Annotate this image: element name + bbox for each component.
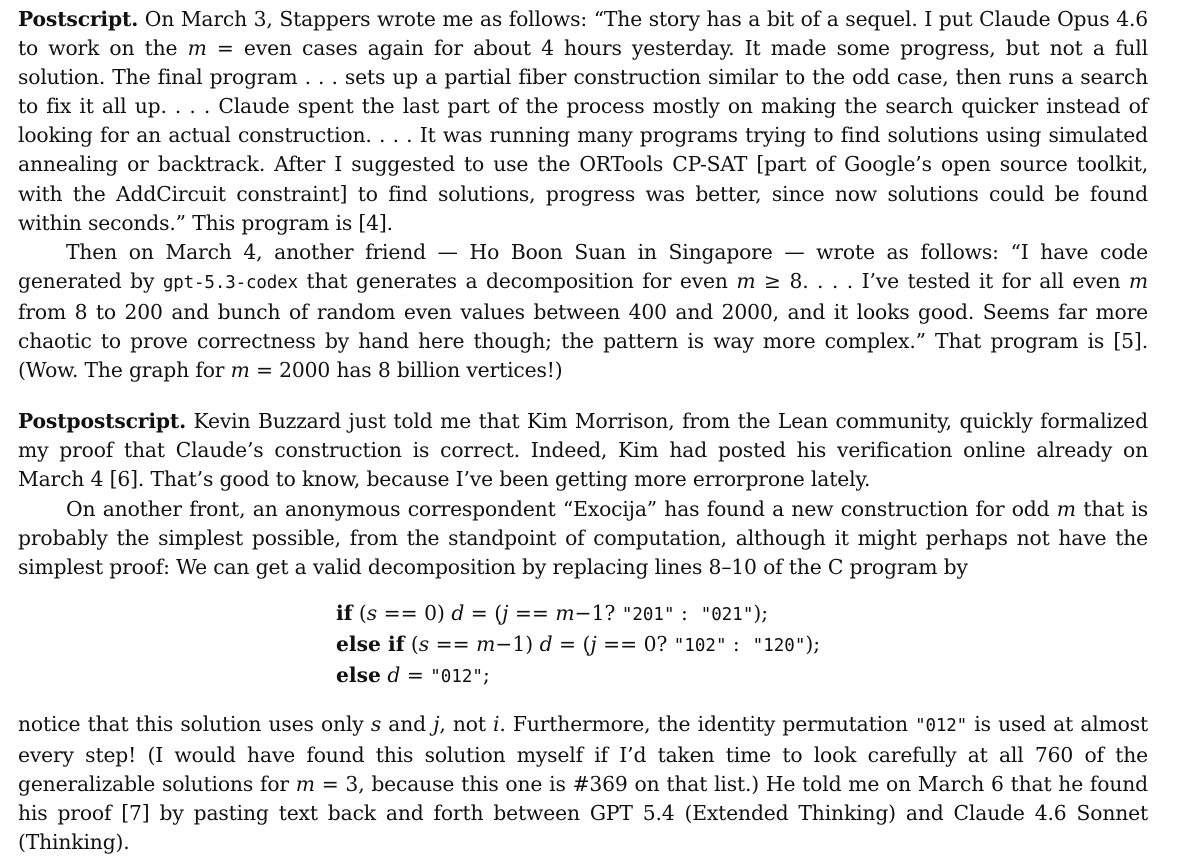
section-gap: [18, 385, 1148, 407]
math-variable: d: [387, 662, 401, 687]
code-text: );: [805, 631, 821, 656]
math-variable: d: [451, 600, 465, 625]
text-span: = even cases again for about 4 hours yesterday. It made some progress, but not a full solution. The final program . . . sets up a partial fiber construction similar to the odd case, then runs a search to fix it all up. . . . Claude spent the last part of the process mostly on making the search quicker instead of looking for an actual construction. . . . It was running many programs trying to find solutions using simulated annealing or backtrack. After I suggested to use the ORTools CP-SAT [part of Google’s open source toolkit, with the AddCircuit constraint] to find solutions, progress was better, since now solutions could be found within seconds.” This program is [4].: [18, 36, 1148, 235]
math-variable: m: [230, 358, 250, 383]
math-variable: s: [366, 600, 378, 625]
exocija-paragraph: [18, 495, 1148, 582]
code-string: "021": [700, 604, 754, 625]
postscript-paragraph: [18, 5, 1148, 238]
code-text: =: [400, 662, 431, 687]
text-span: ≥ 8. . . . I’ve tested it for all even: [755, 268, 1129, 293]
text-span: is used at almost every step! (I would have found this solution myself if I’d taken time to look carefully at all 760 of the generalizable solutions for: [18, 712, 1148, 797]
math-variable: m: [1128, 268, 1149, 293]
code-string: "102": [673, 635, 727, 656]
code-text: :: [674, 600, 701, 625]
code-line-3: [336, 661, 1148, 692]
text-span: Kevin Buzzard just told me that Kim Morrison, from the Lean community, quickly formalized my proof that Claude’s construction is correct. Indeed, Kim had posted his verification online already on March 4 [6]. That’s good to know, because I’ve been getting more errorprone lately.: [18, 409, 1148, 492]
math-variable: m: [187, 36, 207, 61]
code-text: == 0?: [596, 631, 674, 656]
code-text: −1?: [574, 600, 622, 625]
text-span: Then on March 4, another friend — Ho Boon Suan in Singapore — wrote as follows: “I have code generated by: [18, 239, 1148, 293]
math-variable: m: [476, 631, 496, 656]
text-span: notice that this solution uses only: [18, 712, 371, 737]
text-span: , not: [439, 712, 494, 737]
march4-paragraph: [18, 238, 1148, 385]
text-span: from 8 to 200 and bunch of random even values between 400 and 2000, and it looks good. Seems far more chaotic to prove correctness by hand here though; the pattern is way more complex.” That program is [5]. (Wow. The graph for: [18, 299, 1148, 383]
math-variable: s: [370, 712, 382, 737]
code-text: = (: [552, 631, 591, 656]
code-string: "201": [621, 604, 675, 625]
code-text: ;: [482, 662, 490, 687]
math-variable: m: [295, 772, 315, 797]
math-variable: j: [502, 600, 509, 625]
text-span: that is probably the simplest possible, from the standpoint of computation, although it might perhaps not have the simplest proof: We can get a valid decomposition by replacing lines 8–10 of the C program by: [18, 496, 1148, 579]
code-text: (: [404, 631, 419, 656]
math-variable: m: [1056, 496, 1076, 521]
text-span: = 3, because this one is #369 on that list.) He told me on March 6 that he found his proof [7] by pasting text back and forth between GPT 5.4 (Extended Thinking) and Claude 4.6 Sonnet (Thinking).: [18, 772, 1148, 855]
postpostscript-heading: Postpostscript.: [18, 409, 187, 434]
code-string: "120": [752, 635, 806, 656]
text-span: On another front, an anonymous correspondent “Exocija” has found a new construction for odd: [66, 496, 1057, 521]
text-span: that generates a decomposition for even: [297, 268, 737, 293]
code-text: = (: [464, 600, 503, 625]
code-text: ==: [429, 631, 477, 656]
code-text: −1): [495, 631, 540, 656]
math-variable: d: [539, 631, 553, 656]
code-text: );: [753, 600, 769, 625]
code-line-1: [336, 599, 1148, 630]
document-page: [18, 5, 1148, 858]
inline-code: gpt-5.3-codex: [162, 272, 298, 293]
text-span: On March 3, Stappers wrote me as follows: “The story has a bit of a sequel. I put Claude Opus 4.6 to work on the: [18, 7, 1148, 61]
postpostscript-paragraph: [18, 407, 1148, 494]
math-variable: m: [736, 268, 756, 293]
math-variable: i: [493, 712, 500, 737]
code-keyword: else if: [336, 631, 405, 656]
inline-code: "012": [915, 716, 968, 737]
math-variable: j: [433, 712, 440, 737]
code-block: [336, 599, 1148, 692]
text-span: . Furthermore, the identity permutation: [499, 712, 916, 737]
math-variable: s: [418, 631, 430, 656]
code-keyword: else: [336, 662, 381, 687]
code-text: :: [726, 631, 753, 656]
closing-paragraph: [18, 710, 1148, 857]
text-span: and: [381, 712, 434, 737]
code-string: "012": [430, 666, 483, 687]
code-text: ==: [508, 600, 556, 625]
code-line-2: [336, 630, 1148, 661]
code-text: == 0): [377, 600, 452, 625]
code-keyword: if: [336, 600, 353, 625]
code-text: (: [352, 600, 367, 625]
postscript-heading: Postscript.: [18, 7, 139, 31]
math-variable: m: [555, 600, 575, 625]
math-variable: j: [590, 631, 597, 656]
text-span: = 2000 has 8 billion vertices!): [249, 358, 563, 383]
